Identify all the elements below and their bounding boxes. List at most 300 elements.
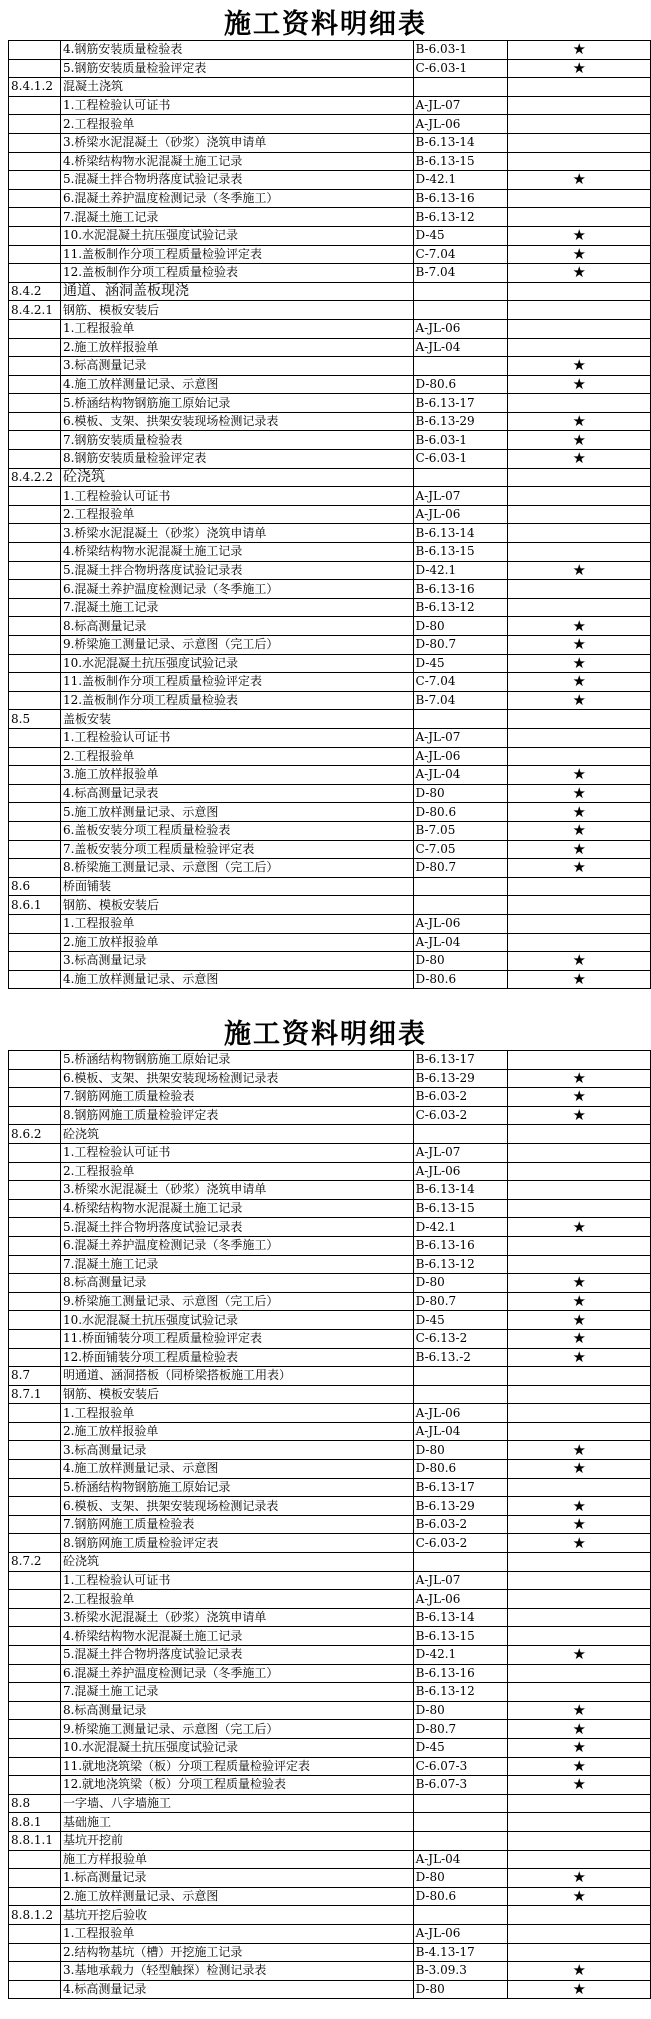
form-code-cell: B-6.03-1 bbox=[413, 431, 508, 450]
section-number-cell bbox=[9, 914, 61, 933]
item-name-cell: 10.水泥混凝土抗压强度试验记录 bbox=[60, 1311, 413, 1330]
key-item-star-cell bbox=[508, 1181, 651, 1200]
form-code-cell bbox=[413, 78, 508, 97]
form-code-cell: B-7.05 bbox=[413, 821, 508, 840]
table-row bbox=[9, 1125, 651, 1144]
item-name-cell: 2.结构物基坑（槽）开挖施工记录 bbox=[60, 1943, 413, 1962]
item-name-cell: 3.桥梁水泥混凝土（砂浆）浇筑申请单 bbox=[60, 1608, 413, 1627]
key-item-star-cell bbox=[508, 728, 651, 747]
table-row bbox=[9, 412, 651, 431]
table-row bbox=[9, 264, 651, 283]
table-row bbox=[9, 1385, 651, 1404]
section-number-cell bbox=[9, 487, 61, 506]
item-name-cell: 2.工程报验单 bbox=[60, 1590, 413, 1609]
form-code-cell: A-JL-07 bbox=[413, 1143, 508, 1162]
table-row bbox=[9, 952, 651, 971]
table-row bbox=[9, 1813, 651, 1832]
section-number-cell: 8.6.2 bbox=[9, 1125, 61, 1144]
form-code-cell bbox=[413, 1831, 508, 1850]
key-item-star-cell bbox=[508, 914, 651, 933]
form-code-cell: B-3.09.3 bbox=[413, 1962, 508, 1981]
form-code-cell: D-42.1 bbox=[413, 1218, 508, 1237]
key-item-star-cell: ★ bbox=[508, 1738, 651, 1757]
section-number-cell bbox=[9, 617, 61, 636]
section-number-cell bbox=[9, 394, 61, 413]
key-item-star-cell: ★ bbox=[508, 1069, 651, 1088]
table-row bbox=[9, 1571, 651, 1590]
item-name-cell: 10.水泥混凝土抗压强度试验记录 bbox=[60, 226, 413, 245]
form-code-cell: A-JL-04 bbox=[413, 766, 508, 785]
form-code-cell: D-80 bbox=[413, 1701, 508, 1720]
form-code-cell: D-80 bbox=[413, 617, 508, 636]
form-code-cell: B-6.13-17 bbox=[413, 394, 508, 413]
section-number-cell bbox=[9, 1143, 61, 1162]
form-code-cell: C-6.03-2 bbox=[413, 1106, 508, 1125]
item-name-cell: 砼浇筑 bbox=[60, 1125, 413, 1144]
section-number-cell bbox=[9, 1738, 61, 1757]
form-code-cell: C-6.03-1 bbox=[413, 450, 508, 469]
form-code-cell: A-JL-07 bbox=[413, 96, 508, 115]
item-name-cell: 4.施工放样测量记录、示意图 bbox=[60, 1460, 413, 1479]
section-number-cell bbox=[9, 189, 61, 208]
section-number-cell bbox=[9, 412, 61, 431]
section-number-cell: 8.7.2 bbox=[9, 1553, 61, 1572]
table-row bbox=[9, 1962, 651, 1981]
item-name-cell: 6.混凝土养护温度检测记录（冬季施工） bbox=[60, 580, 413, 599]
form-code-cell: B-4.13-17 bbox=[413, 1943, 508, 1962]
key-item-star-cell bbox=[508, 1051, 651, 1070]
form-code-cell: D-80.6 bbox=[413, 803, 508, 822]
item-name-cell: 7.混凝土施工记录 bbox=[60, 598, 413, 617]
key-item-star-cell: ★ bbox=[508, 821, 651, 840]
section-number-cell bbox=[9, 859, 61, 878]
key-item-star-cell bbox=[508, 282, 651, 301]
section-number-cell bbox=[9, 133, 61, 152]
table-row bbox=[9, 301, 651, 320]
section-number-cell bbox=[9, 840, 61, 859]
form-code-cell: D-80 bbox=[413, 784, 508, 803]
key-item-star-cell bbox=[508, 487, 651, 506]
section-number-cell bbox=[9, 524, 61, 543]
item-name-cell: 4.标高测量记录表 bbox=[60, 784, 413, 803]
section-number-cell bbox=[9, 1348, 61, 1367]
key-item-star-cell bbox=[508, 1664, 651, 1683]
form-code-cell: B-6.13-16 bbox=[413, 1236, 508, 1255]
section-number-cell bbox=[9, 1887, 61, 1906]
table-row bbox=[9, 1757, 651, 1776]
table-row bbox=[9, 357, 651, 376]
item-name-cell: 1.工程检验认可证书 bbox=[60, 1571, 413, 1590]
table-row bbox=[9, 282, 651, 301]
table-row bbox=[9, 1980, 651, 1999]
section-number-cell bbox=[9, 1106, 61, 1125]
item-name-cell: 3.基地承载力（轻型触探）检测记录表 bbox=[60, 1962, 413, 1981]
table-row bbox=[9, 636, 651, 655]
section-number-cell bbox=[9, 1980, 61, 1999]
key-item-star-cell: ★ bbox=[508, 1887, 651, 1906]
item-name-cell: 2.工程报验单 bbox=[60, 747, 413, 766]
table-row bbox=[9, 1850, 651, 1869]
table-row bbox=[9, 450, 651, 469]
section-number-cell bbox=[9, 245, 61, 264]
table-row bbox=[9, 561, 651, 580]
item-name-cell: 8.标高测量记录 bbox=[60, 1701, 413, 1720]
key-item-star-cell: ★ bbox=[508, 1497, 651, 1516]
form-code-cell: D-45 bbox=[413, 1738, 508, 1757]
section-number-cell bbox=[9, 952, 61, 971]
key-item-star-cell bbox=[508, 1924, 651, 1943]
key-item-star-cell: ★ bbox=[508, 1646, 651, 1665]
table-row bbox=[9, 1181, 651, 1200]
key-item-star-cell: ★ bbox=[508, 952, 651, 971]
table-row bbox=[9, 115, 651, 134]
table-row bbox=[9, 1199, 651, 1218]
table-row bbox=[9, 1051, 651, 1070]
table-row bbox=[9, 1906, 651, 1925]
section-number-cell bbox=[9, 1051, 61, 1070]
document-table-page-2 bbox=[8, 1050, 651, 1999]
key-item-star-cell: ★ bbox=[508, 431, 651, 450]
key-item-star-cell bbox=[508, 1627, 651, 1646]
section-number-cell: 8.8.1.1 bbox=[9, 1831, 61, 1850]
item-name-cell: 9.桥梁施工测量记录、示意图（完工后） bbox=[60, 636, 413, 655]
table-row bbox=[9, 1534, 651, 1553]
form-code-cell: A-JL-04 bbox=[413, 1850, 508, 1869]
key-item-star-cell bbox=[508, 598, 651, 617]
item-name-cell: 2.工程报验单 bbox=[60, 115, 413, 134]
section-number-cell bbox=[9, 1962, 61, 1981]
table-row bbox=[9, 543, 651, 562]
section-number-cell bbox=[9, 580, 61, 599]
item-name-cell: 3.桥梁水泥混凝土（砂浆）浇筑申请单 bbox=[60, 1181, 413, 1200]
key-item-star-cell bbox=[508, 1794, 651, 1813]
item-name-cell: 5.桥涵结构物钢筋施工原始记录 bbox=[60, 1051, 413, 1070]
table-row bbox=[9, 505, 651, 524]
table-row bbox=[9, 1069, 651, 1088]
table-row bbox=[9, 96, 651, 115]
table-row bbox=[9, 914, 651, 933]
key-item-star-cell bbox=[508, 1906, 651, 1925]
table-row bbox=[9, 1106, 651, 1125]
item-name-cell: 1.工程检验认可证书 bbox=[60, 728, 413, 747]
item-name-cell: 1.工程报验单 bbox=[60, 319, 413, 338]
item-name-cell: 6.模板、支架、拱架安装现场检测记录表 bbox=[60, 412, 413, 431]
key-item-star-cell: ★ bbox=[508, 617, 651, 636]
table-row bbox=[9, 375, 651, 394]
section-number-cell bbox=[9, 338, 61, 357]
item-name-cell: 4.标高测量记录 bbox=[60, 1980, 413, 1999]
form-code-cell: D-80 bbox=[413, 1441, 508, 1460]
section-number-cell bbox=[9, 59, 61, 78]
item-name-cell: 10.水泥混凝土抗压强度试验记录 bbox=[60, 1738, 413, 1757]
table-row bbox=[9, 1367, 651, 1386]
table-row bbox=[9, 1422, 651, 1441]
item-name-cell: 1.工程检验认可证书 bbox=[60, 487, 413, 506]
key-item-star-cell bbox=[508, 1553, 651, 1572]
key-item-star-cell bbox=[508, 96, 651, 115]
key-item-star-cell bbox=[508, 524, 651, 543]
item-name-cell: 2.工程报验单 bbox=[60, 1162, 413, 1181]
item-name-cell: 4.桥梁结构物水泥混凝土施工记录 bbox=[60, 543, 413, 562]
key-item-star-cell bbox=[508, 468, 651, 487]
key-item-star-cell bbox=[508, 1831, 651, 1850]
key-item-star-cell: ★ bbox=[508, 1460, 651, 1479]
section-number-cell bbox=[9, 171, 61, 190]
table-row bbox=[9, 1441, 651, 1460]
key-item-star-cell: ★ bbox=[508, 1441, 651, 1460]
key-item-star-cell bbox=[508, 1162, 651, 1181]
table-row bbox=[9, 1683, 651, 1702]
key-item-star-cell: ★ bbox=[508, 691, 651, 710]
section-number-cell bbox=[9, 1497, 61, 1516]
form-code-cell: A-JL-07 bbox=[413, 728, 508, 747]
form-code-cell: B-6.13-16 bbox=[413, 580, 508, 599]
item-name-cell: 施工方样报验单 bbox=[60, 1850, 413, 1869]
section-number-cell bbox=[9, 1255, 61, 1274]
key-item-star-cell bbox=[508, 747, 651, 766]
key-item-star-cell: ★ bbox=[508, 1274, 651, 1293]
key-item-star-cell bbox=[508, 1367, 651, 1386]
item-name-cell: 2.施工放样报验单 bbox=[60, 1422, 413, 1441]
form-code-cell: D-80.6 bbox=[413, 970, 508, 989]
section-number-cell bbox=[9, 1422, 61, 1441]
item-name-cell: 明通道、涵洞搭板（同桥梁搭板施工用表） bbox=[60, 1367, 413, 1386]
section-number-cell: 8.6 bbox=[9, 877, 61, 896]
section-number-cell bbox=[9, 1181, 61, 1200]
table-row bbox=[9, 1329, 651, 1348]
table-row bbox=[9, 59, 651, 78]
item-name-cell: 8.标高测量记录 bbox=[60, 1274, 413, 1293]
section-number-cell bbox=[9, 505, 61, 524]
key-item-star-cell: ★ bbox=[508, 803, 651, 822]
section-number-cell bbox=[9, 598, 61, 617]
table-row bbox=[9, 245, 651, 264]
section-number-cell bbox=[9, 226, 61, 245]
item-name-cell: 砼浇筑 bbox=[60, 468, 413, 487]
section-number-cell bbox=[9, 1069, 61, 1088]
form-code-cell: B-6.13-17 bbox=[413, 1478, 508, 1497]
item-name-cell: 4.桥梁结构物水泥混凝土施工记录 bbox=[60, 1627, 413, 1646]
item-name-cell: 12.盖板制作分项工程质量检验表 bbox=[60, 264, 413, 283]
form-code-cell: B-6.03-1 bbox=[413, 41, 508, 60]
key-item-star-cell bbox=[508, 319, 651, 338]
form-code-cell: A-JL-07 bbox=[413, 487, 508, 506]
form-code-cell: D-80.7 bbox=[413, 636, 508, 655]
item-name-cell: 4.桥梁结构物水泥混凝土施工记录 bbox=[60, 152, 413, 171]
key-item-star-cell: ★ bbox=[508, 171, 651, 190]
section-number-cell bbox=[9, 1460, 61, 1479]
table-row bbox=[9, 1497, 651, 1516]
section-number-cell bbox=[9, 1329, 61, 1348]
table-row bbox=[9, 524, 651, 543]
key-item-star-cell: ★ bbox=[508, 636, 651, 655]
table-row bbox=[9, 1943, 651, 1962]
table-row bbox=[9, 78, 651, 97]
key-item-star-cell bbox=[508, 505, 651, 524]
section-number-cell bbox=[9, 152, 61, 171]
table-row bbox=[9, 691, 651, 710]
item-name-cell: 7.钢筋网施工质量检验表 bbox=[60, 1088, 413, 1107]
item-name-cell: 12.盖板制作分项工程质量检验表 bbox=[60, 691, 413, 710]
form-code-cell: B-6.13-16 bbox=[413, 1664, 508, 1683]
form-code-cell bbox=[413, 710, 508, 729]
form-code-cell: A-JL-06 bbox=[413, 115, 508, 134]
item-name-cell: 2.施工放样报验单 bbox=[60, 933, 413, 952]
item-name-cell: 5.混凝土拌合物坍落度试验记录表 bbox=[60, 171, 413, 190]
section-number-cell: 8.4.2 bbox=[9, 282, 61, 301]
section-number-cell bbox=[9, 1534, 61, 1553]
item-name-cell: 6.盖板安装分项工程质量检验表 bbox=[60, 821, 413, 840]
table-row bbox=[9, 1553, 651, 1572]
item-name-cell: 基坑开挖后验收 bbox=[60, 1906, 413, 1925]
form-code-cell: C-6.13-2 bbox=[413, 1329, 508, 1348]
section-number-cell bbox=[9, 1441, 61, 1460]
table-row bbox=[9, 766, 651, 785]
item-name-cell: 12.就地浇筑梁（板）分项工程质量检验表 bbox=[60, 1776, 413, 1795]
table-row bbox=[9, 1794, 651, 1813]
form-code-cell bbox=[413, 1813, 508, 1832]
item-name-cell: 7.混凝土施工记录 bbox=[60, 208, 413, 227]
key-item-star-cell: ★ bbox=[508, 226, 651, 245]
section-number-cell bbox=[9, 1199, 61, 1218]
form-code-cell: B-6.13-12 bbox=[413, 1255, 508, 1274]
form-code-cell: A-JL-04 bbox=[413, 933, 508, 952]
section-number-cell bbox=[9, 543, 61, 562]
page-title-2: 施工资料明细表 bbox=[224, 1019, 427, 1050]
section-number-cell bbox=[9, 1683, 61, 1702]
section-number-cell bbox=[9, 1590, 61, 1609]
key-item-star-cell bbox=[508, 877, 651, 896]
section-number-cell bbox=[9, 431, 61, 450]
item-name-cell: 11.就地浇筑梁（板）分项工程质量检验评定表 bbox=[60, 1757, 413, 1776]
table-row bbox=[9, 803, 651, 822]
item-name-cell: 基础施工 bbox=[60, 1813, 413, 1832]
item-name-cell: 4.施工放样测量记录、示意图 bbox=[60, 970, 413, 989]
section-number-cell bbox=[9, 784, 61, 803]
section-number-cell bbox=[9, 1292, 61, 1311]
form-code-cell: D-42.1 bbox=[413, 1646, 508, 1665]
table-row bbox=[9, 431, 651, 450]
key-item-star-cell: ★ bbox=[508, 1720, 651, 1739]
form-code-cell: B-6.13-15 bbox=[413, 1199, 508, 1218]
form-code-cell: D-80.7 bbox=[413, 1720, 508, 1739]
table-row bbox=[9, 580, 651, 599]
section-number-cell bbox=[9, 1924, 61, 1943]
key-item-star-cell bbox=[508, 1125, 651, 1144]
item-name-cell: 一字墙、八字墙施工 bbox=[60, 1794, 413, 1813]
form-code-cell: A-JL-06 bbox=[413, 1162, 508, 1181]
table-row bbox=[9, 877, 651, 896]
key-item-star-cell: ★ bbox=[508, 1869, 651, 1888]
key-item-star-cell bbox=[508, 1143, 651, 1162]
table-row bbox=[9, 152, 651, 171]
key-item-star-cell bbox=[508, 896, 651, 915]
form-code-cell: D-80 bbox=[413, 1980, 508, 1999]
section-number-cell bbox=[9, 1088, 61, 1107]
form-code-cell bbox=[413, 301, 508, 320]
form-code-cell: B-6.13-15 bbox=[413, 1627, 508, 1646]
page-title: 施工资料明细表 bbox=[224, 9, 427, 40]
table-row bbox=[9, 1924, 651, 1943]
form-code-cell: A-JL-06 bbox=[413, 914, 508, 933]
item-name-cell: 7.混凝土施工记录 bbox=[60, 1255, 413, 1274]
section-number-cell bbox=[9, 1776, 61, 1795]
key-item-star-cell: ★ bbox=[508, 264, 651, 283]
form-code-cell: A-JL-06 bbox=[413, 1590, 508, 1609]
key-item-star-cell: ★ bbox=[508, 654, 651, 673]
form-code-cell: C-7.05 bbox=[413, 840, 508, 859]
item-name-cell: 通道、涵洞盖板现浇 bbox=[60, 282, 413, 301]
table-row bbox=[9, 1738, 651, 1757]
key-item-star-cell: ★ bbox=[508, 1106, 651, 1125]
form-code-cell: D-45 bbox=[413, 1311, 508, 1330]
item-name-cell: 8.钢筋安装质量检验评定表 bbox=[60, 450, 413, 469]
key-item-star-cell bbox=[508, 1683, 651, 1702]
item-name-cell: 10.水泥混凝土抗压强度试验记录 bbox=[60, 654, 413, 673]
item-name-cell: 6.混凝土养护温度检测记录（冬季施工） bbox=[60, 1236, 413, 1255]
key-item-star-cell: ★ bbox=[508, 1088, 651, 1107]
section-number-cell bbox=[9, 319, 61, 338]
form-code-cell: A-JL-06 bbox=[413, 1404, 508, 1423]
section-number-cell bbox=[9, 115, 61, 134]
table-row bbox=[9, 1776, 651, 1795]
form-code-cell: A-JL-06 bbox=[413, 747, 508, 766]
item-name-cell: 5.混凝土拌合物坍落度试验记录表 bbox=[60, 1646, 413, 1665]
section-number-cell bbox=[9, 1404, 61, 1423]
item-name-cell: 5.混凝土拌合物坍落度试验记录表 bbox=[60, 1218, 413, 1237]
table-row bbox=[9, 171, 651, 190]
form-code-cell: B-7.04 bbox=[413, 691, 508, 710]
table-row bbox=[9, 840, 651, 859]
key-item-star-cell: ★ bbox=[508, 1757, 651, 1776]
form-code-cell: A-JL-06 bbox=[413, 1924, 508, 1943]
form-code-cell: C-6.03-1 bbox=[413, 59, 508, 78]
item-name-cell: 4.钢筋安装质量检验表 bbox=[60, 41, 413, 60]
section-number-cell bbox=[9, 1236, 61, 1255]
key-item-star-cell bbox=[508, 1236, 651, 1255]
key-item-star-cell: ★ bbox=[508, 840, 651, 859]
key-item-star-cell bbox=[508, 301, 651, 320]
section-number-cell bbox=[9, 1664, 61, 1683]
key-item-star-cell bbox=[508, 1478, 651, 1497]
item-name-cell: 2.施工放样报验单 bbox=[60, 338, 413, 357]
section-number-cell bbox=[9, 208, 61, 227]
form-code-cell bbox=[413, 1794, 508, 1813]
form-code-cell bbox=[413, 282, 508, 301]
document-table-page-1 bbox=[8, 40, 651, 989]
item-name-cell: 11.盖板制作分项工程质量检验评定表 bbox=[60, 245, 413, 264]
form-code-cell: C-7.04 bbox=[413, 673, 508, 692]
item-name-cell: 6.混凝土养护温度检测记录（冬季施工） bbox=[60, 189, 413, 208]
table-row bbox=[9, 933, 651, 952]
form-code-cell: B-6.13-15 bbox=[413, 152, 508, 171]
item-name-cell: 4.桥梁结构物水泥混凝土施工记录 bbox=[60, 1199, 413, 1218]
item-name-cell: 桥面铺装 bbox=[60, 877, 413, 896]
table-row bbox=[9, 208, 651, 227]
key-item-star-cell bbox=[508, 133, 651, 152]
form-code-cell: D-80 bbox=[413, 952, 508, 971]
key-item-star-cell: ★ bbox=[508, 1515, 651, 1534]
table-row bbox=[9, 1701, 651, 1720]
section-number-cell: 8.8.1.2 bbox=[9, 1906, 61, 1925]
key-item-star-cell: ★ bbox=[508, 1776, 651, 1795]
key-item-star-cell: ★ bbox=[508, 784, 651, 803]
form-code-cell: B-6.13-12 bbox=[413, 598, 508, 617]
form-code-cell: D-80.7 bbox=[413, 1292, 508, 1311]
item-name-cell: 钢筋、模板安装后 bbox=[60, 1385, 413, 1404]
item-name-cell: 5.钢筋安装质量检验评定表 bbox=[60, 59, 413, 78]
section-number-cell bbox=[9, 1162, 61, 1181]
